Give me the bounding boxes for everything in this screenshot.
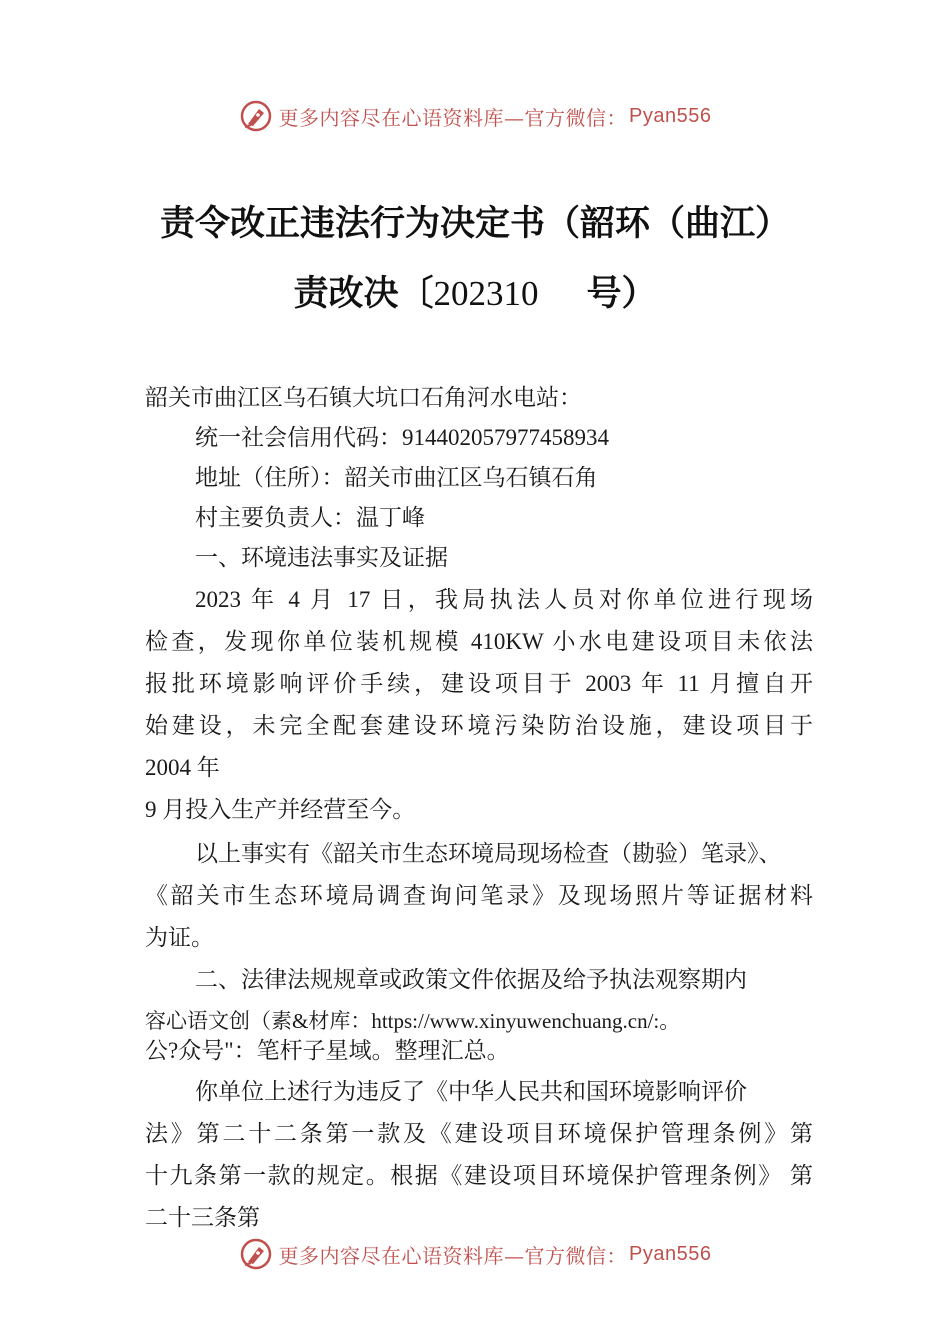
title-suffix: 号）	[586, 273, 657, 314]
paragraph-line: 《韶关市生态环境局调查询问笔录》及现场照片等证据材料	[145, 883, 813, 908]
paragraph-line: 为证。	[145, 925, 214, 950]
watermark-footer	[0, 1234, 950, 1274]
paragraph-line: 2004 年	[145, 755, 220, 780]
address-line: 地址（住所）：韶关市曲江区乌石镇石角	[195, 465, 598, 490]
paragraph-line: 以上事实有《韶关市生态环境局现场检查（勘验）笔录》、	[195, 841, 782, 866]
paragraph-line: 9 月投入生产并经营至今。	[145, 797, 416, 822]
document-title-line2	[0, 266, 950, 316]
title-number: 20231	[433, 274, 521, 313]
responsible-person-line: 村主要负责人：温丁峰	[195, 505, 425, 530]
pen-nib-logo-icon	[239, 1237, 273, 1271]
paragraph-line: 报批环境影响评价手续，建设项目于 2003 年 11 月擅自开	[145, 671, 813, 696]
paragraph-line: 你单位上述行为违反了《中华人民共和国环境影响评价	[195, 1079, 747, 1104]
title-prefix: 责改决〔	[293, 273, 434, 314]
paragraph-line: 检查，发现你单位装机规模 410KW 小水电建设项目未依法	[145, 629, 813, 654]
watermark-inline-line: 公?众号"：笔杆子星域。整理汇总。	[145, 1038, 510, 1063]
credit-code-line: 统一社会信用代码：914402057977458934	[195, 425, 609, 450]
watermark-text: 更多内容尽在心语资料库—官方微信：	[278, 105, 628, 130]
paragraph-line: 二十三条第	[145, 1205, 260, 1230]
document-title-line1: 责令改正违法行为决定书（韶环（曲江）	[159, 203, 790, 244]
watermark-id: Pyan556	[629, 1242, 712, 1265]
paragraph-line: 2023 年 4 月 17 日，我局执法人员对你单位进行现场	[195, 587, 813, 612]
watermark-text: 更多内容尽在心语资料库—官方微信：	[278, 1243, 628, 1268]
watermark-header	[0, 96, 950, 136]
pen-nib-logo-icon	[239, 99, 273, 133]
title-number-part2: 0	[521, 274, 539, 313]
section-heading-2: 二、法律法规规章或政策文件依据及给予执法观察期内	[195, 967, 747, 992]
section-heading-1: 一、环境违法事实及证据	[195, 545, 448, 570]
addressee-line: 韶关市曲江区乌石镇大坑口石角河水电站：	[145, 385, 582, 410]
paragraph-line: 法》第二十二条第一款及《建设项目环境保护管理条例》第	[145, 1121, 813, 1146]
watermark-id: Pyan556	[629, 104, 712, 127]
watermark-inline-line	[145, 1006, 813, 1036]
paragraph-line: 十九条第一款的规定。根据《建设项目环境保护管理条例》 第	[145, 1163, 813, 1188]
paragraph-line: 始建设，未完全配套建设环境污染防治设施，建设项目于	[145, 713, 813, 738]
inline-watermark-text: 容心语文创（素&材库：https://www.xinyuwenchuang.cn/:。	[145, 1009, 681, 1033]
document-body	[145, 378, 813, 1238]
